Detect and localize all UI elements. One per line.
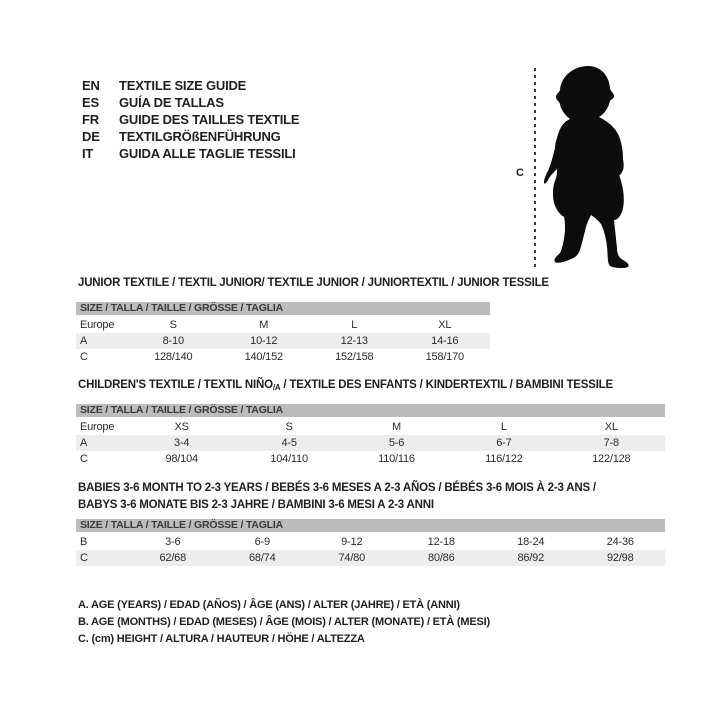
children-title-part: / TEXTILE DES ENFANTS / KINDERTEXTIL / BAMBINI TESSILE — [280, 379, 613, 391]
row-label: A — [80, 437, 88, 449]
table-cell: S — [169, 319, 177, 331]
table-cell: M — [259, 319, 269, 331]
language-row-es — [82, 94, 299, 111]
language-row-en — [82, 77, 299, 94]
table-row — [76, 317, 490, 333]
row-label: Europe — [80, 319, 115, 331]
row-label: B — [80, 536, 88, 548]
table-cell: 8-10 — [162, 335, 184, 347]
table-row — [76, 435, 665, 451]
table-cell: 7-8 — [603, 437, 619, 449]
babies-table-title-line2: BABYS 3-6 MONATE BIS 2-3 JAHRE / BAMBINI 3-6 MESI A 2-3 ANNI — [78, 499, 434, 511]
table-cell: 24-36 — [606, 536, 634, 548]
table-cell: S — [285, 421, 293, 433]
table-cell: 86/92 — [517, 552, 545, 564]
table-cell: L — [351, 319, 358, 331]
children-size-table — [76, 404, 665, 467]
table-row — [76, 333, 490, 349]
language-label: GUÍA DE TALLAS — [119, 95, 224, 110]
footnote-b: B. AGE (MONTHS) / EDAD (MESES) / ÂGE (MOIS) / ALTER (MONATE) / ETÀ (MESI) — [78, 616, 490, 628]
table-cell: 6-7 — [496, 437, 512, 449]
size-header-band: SIZE / TALLA / TAILLE / GRÖSSE / TAGLIA — [76, 302, 490, 315]
language-code: EN — [82, 78, 100, 93]
footnote-a: A. AGE (YEARS) / EDAD (AÑOS) / ÂGE (ANS) / ALTER (JAHRE) / ETÀ (ANNI) — [78, 599, 460, 611]
table-cell: 3-4 — [174, 437, 190, 449]
table-cell: 14-16 — [431, 335, 459, 347]
table-cell: 74/80 — [338, 552, 366, 564]
junior-table-title: JUNIOR TEXTILE / TEXTIL JUNIOR/ TEXTILE JUNIOR / JUNIORTEXTIL / JUNIOR TESSILE — [78, 277, 549, 289]
row-label: C — [80, 552, 88, 564]
language-label: GUIDE DES TAILLES TEXTILE — [119, 112, 300, 127]
language-row-fr — [82, 111, 299, 128]
table-cell: 10-12 — [250, 335, 278, 347]
junior-size-table — [76, 302, 490, 365]
table-row — [76, 349, 490, 365]
language-code: IT — [82, 146, 94, 161]
language-list — [82, 77, 299, 162]
language-label: GUIDA ALLE TAGLIE TESSILI — [119, 146, 296, 161]
table-row — [76, 534, 665, 550]
table-row — [76, 550, 665, 566]
toddler-silhouette-icon — [544, 64, 634, 269]
language-row-it — [82, 145, 299, 162]
table-cell: 3-6 — [165, 536, 181, 548]
table-cell: 152/158 — [335, 351, 374, 363]
language-label: TEXTILE SIZE GUIDE — [119, 78, 247, 93]
table-cell: 5-6 — [388, 437, 405, 449]
language-code: FR — [82, 112, 99, 127]
table-cell: 110/116 — [378, 453, 415, 465]
table-row — [76, 419, 665, 435]
table-cell: 128/140 — [154, 351, 193, 363]
table-cell: 68/74 — [248, 552, 276, 564]
table-cell: 122/128 — [592, 453, 631, 465]
babies-table-title-line1: BABIES 3-6 MONTH TO 2-3 YEARS / BEBÉS 3-6 MESES A 2-3 AÑOS / BÉBÉS 3-6 MOIS À 2-3 ANS / — [78, 482, 596, 494]
row-label: Europe — [80, 421, 115, 433]
footnotes — [78, 597, 490, 648]
table-cell: 158/170 — [425, 351, 464, 363]
table-cell: 80/86 — [427, 552, 455, 564]
table-cell: 140/152 — [244, 351, 283, 363]
table-cell: 98/104 — [165, 453, 198, 465]
height-label: C — [516, 167, 524, 179]
language-code: DE — [82, 129, 100, 144]
table-cell: XL — [438, 319, 452, 331]
table-cell: 12-18 — [427, 536, 455, 548]
babies-size-table — [76, 519, 665, 566]
children-title-subscript: /A — [272, 383, 281, 392]
children-title-part: CHILDREN'S TEXTILE / TEXTIL NIÑO — [78, 379, 273, 391]
language-row-de — [82, 128, 299, 145]
table-row — [76, 451, 665, 467]
table-cell: 9-12 — [341, 536, 363, 548]
row-label: C — [80, 351, 88, 363]
table-cell: XS — [174, 421, 189, 433]
height-dashed-line — [534, 68, 536, 270]
language-code: ES — [82, 95, 99, 110]
table-cell: L — [500, 421, 507, 433]
table-cell: 92/98 — [606, 552, 634, 564]
children-table-title — [78, 379, 613, 392]
table-cell: 104/110 — [270, 453, 308, 465]
table-cell: 6-9 — [254, 536, 270, 548]
table-cell: 116/122 — [485, 453, 523, 465]
language-label: TEXTILGRÖßENFÜHRUNG — [119, 129, 281, 144]
footnote-c: C. (cm) HEIGHT / ALTURA / HAUTEUR / HÖHE / ALTEZZA — [78, 633, 365, 645]
table-cell: 12-13 — [340, 335, 368, 347]
row-label: C — [80, 453, 88, 465]
table-cell: 62/68 — [159, 552, 187, 564]
table-cell: XL — [604, 421, 618, 433]
table-cell: 18-24 — [517, 536, 545, 548]
row-label: A — [80, 335, 88, 347]
size-header-band: SIZE / TALLA / TAILLE / GRÖSSE / TAGLIA — [76, 404, 665, 417]
table-cell: 4-5 — [281, 437, 297, 449]
table-cell: M — [392, 421, 401, 433]
size-header-band: SIZE / TALLA / TAILLE / GRÖSSE / TAGLIA — [76, 519, 665, 532]
